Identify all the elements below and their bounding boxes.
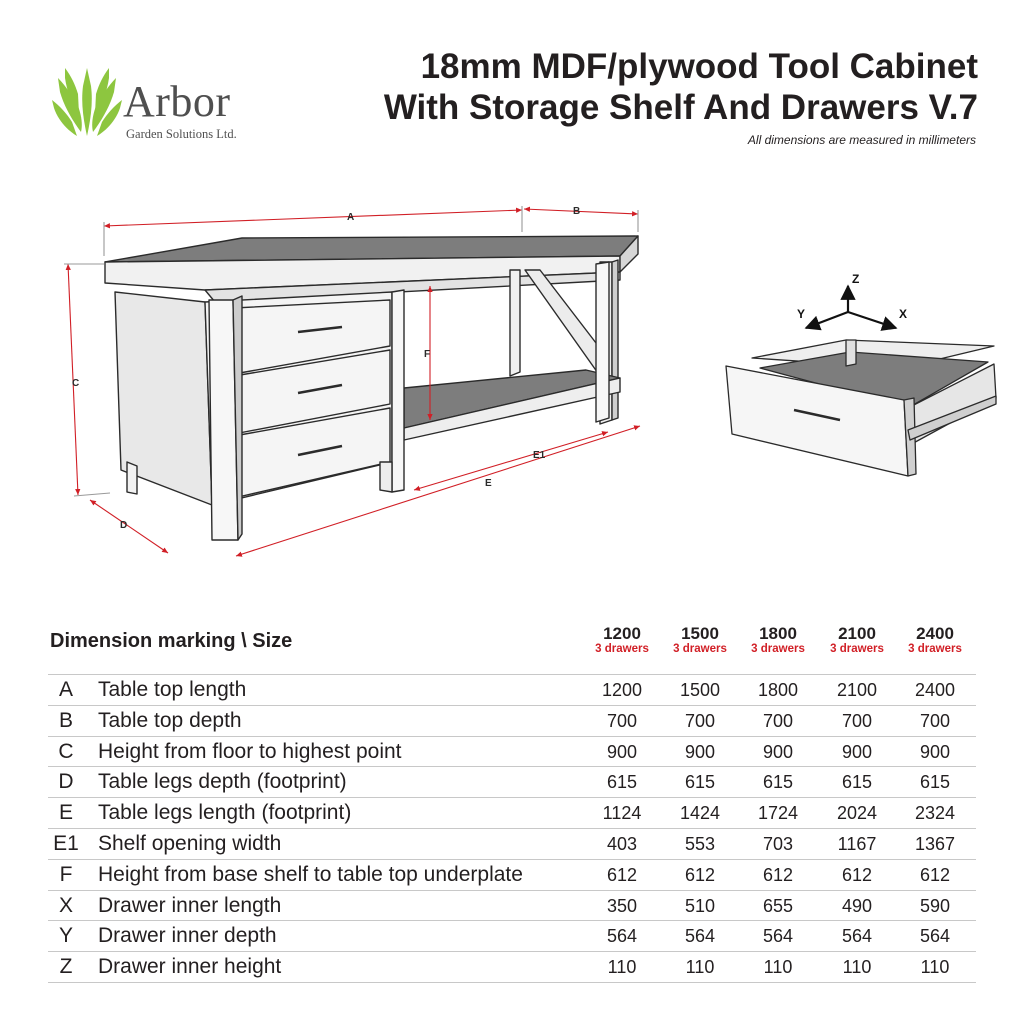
row-value: 110	[842, 957, 872, 978]
table-row	[48, 674, 976, 705]
row-value: 615	[841, 772, 873, 793]
dim-A-line	[104, 210, 522, 226]
row-value: 1200	[601, 680, 643, 700]
dim-C-label: C	[72, 378, 80, 389]
row-value: 553	[684, 833, 716, 854]
row-value: 1367	[914, 833, 956, 854]
dim-D-line	[90, 500, 168, 553]
table-row	[48, 920, 976, 951]
row-value: 564	[684, 926, 716, 947]
row-description: Shelf opening width	[98, 831, 282, 855]
row-code: B	[58, 708, 73, 732]
row-description: Drawer inner depth	[98, 924, 277, 948]
row-value: 1124	[602, 803, 642, 824]
row-description: Table top length	[98, 678, 247, 701]
table-row	[48, 951, 976, 983]
row-value: 700	[762, 710, 794, 731]
row-value: 2400	[914, 680, 956, 700]
row-value: 615	[606, 772, 638, 793]
row-description: Drawer inner length	[98, 893, 282, 917]
size-column-1500	[660, 624, 740, 655]
row-value: 564	[841, 926, 873, 947]
size-value: 1200	[603, 624, 641, 643]
title-line-2: With Storage Shelf And Drawers V.7	[383, 88, 978, 127]
row-value: 2324	[914, 803, 956, 824]
workbench-drawing	[105, 236, 638, 540]
row-value: 1800	[757, 680, 799, 700]
size-drawers: 3 drawers	[751, 643, 805, 655]
diagonal-brace	[525, 270, 606, 376]
row-code: X	[58, 893, 73, 917]
table-row	[48, 828, 976, 859]
row-value: 2024	[836, 803, 878, 824]
row-value: 612	[919, 864, 951, 885]
dim-D-label: D	[120, 520, 128, 531]
table-header	[48, 622, 976, 674]
table-row	[48, 859, 976, 890]
back-middle-leg	[510, 270, 520, 376]
row-description: Height from base shelf to table top underplate	[98, 862, 523, 886]
dim-B-line	[524, 209, 638, 214]
row-value: 490	[841, 895, 873, 916]
row-description: Table top depth	[98, 708, 242, 732]
row-code: F	[59, 862, 73, 886]
size-column-1200	[582, 624, 662, 655]
size-column-1800	[738, 624, 818, 655]
row-value: 403	[606, 833, 638, 854]
row-description: Height from floor to highest point	[98, 739, 402, 763]
size-value: 1500	[681, 624, 719, 643]
row-value: 700	[841, 710, 873, 731]
front-middle-leg	[392, 290, 404, 492]
row-value: 510	[684, 895, 716, 916]
size-value: 2100	[838, 624, 876, 643]
row-value: 615	[919, 772, 951, 793]
row-value: 110	[763, 957, 793, 978]
dim-F-label: F	[424, 349, 431, 360]
row-value: 612	[684, 864, 716, 885]
row-description: Drawer inner height	[98, 955, 282, 979]
table-header-label: Dimension marking \ Size	[50, 630, 293, 652]
units-note: All dimensions are measured in millimeters	[747, 133, 976, 147]
size-drawers: 3 drawers	[830, 643, 884, 655]
row-value: 1424	[679, 803, 721, 824]
row-description: Table legs depth (footprint)	[98, 770, 347, 794]
table-row	[48, 797, 976, 828]
size-drawers: 3 drawers	[908, 643, 962, 655]
row-description: Table legs length (footprint)	[98, 801, 352, 825]
row-value: 2100	[836, 680, 878, 700]
row-value: 350	[606, 895, 638, 916]
dimension-table	[48, 622, 976, 983]
row-value: 564	[919, 926, 951, 947]
size-column-2400	[895, 624, 975, 655]
row-value: 1724	[757, 803, 799, 824]
row-code: D	[58, 770, 74, 794]
row-code: E1	[53, 831, 79, 855]
axis-z-label: Z	[852, 272, 860, 286]
table-row	[48, 890, 976, 921]
row-value: 615	[684, 772, 716, 793]
axis-x-label: X	[899, 307, 908, 321]
title-line-1: 18mm MDF/plywood Tool Cabinet	[420, 47, 978, 86]
size-drawers: 3 drawers	[673, 643, 727, 655]
size-drawers: 3 drawers	[595, 643, 649, 655]
row-value: 703	[762, 833, 794, 854]
row-value: 700	[684, 710, 716, 731]
row-value: 612	[841, 864, 873, 885]
logo-name: Arbor	[123, 77, 231, 126]
axis-y-label: Y	[797, 307, 806, 321]
row-code: C	[58, 739, 74, 763]
row-value: 1500	[679, 680, 721, 700]
table-row	[48, 766, 976, 797]
row-value: 900	[684, 741, 716, 762]
size-column-2100	[817, 624, 897, 655]
row-value: 564	[606, 926, 638, 947]
row-value: 110	[685, 957, 715, 978]
front-right-leg	[596, 262, 609, 422]
row-value: 612	[762, 864, 794, 885]
dim-E-label: E	[485, 478, 492, 489]
table-row	[48, 705, 976, 736]
dim-E1-line	[414, 432, 608, 490]
row-code: A	[58, 678, 73, 701]
row-code: Z	[59, 955, 73, 979]
table-body	[48, 674, 976, 983]
row-value: 564	[762, 926, 794, 947]
row-value: 900	[762, 741, 794, 762]
axis-indicator	[806, 286, 896, 328]
row-value: 612	[606, 864, 638, 885]
row-value: 590	[919, 895, 951, 916]
row-value: 700	[919, 710, 951, 731]
size-value: 1800	[759, 624, 797, 643]
row-value: 900	[606, 741, 638, 762]
row-value: 110	[920, 957, 950, 978]
logo-subtitle: Garden Solutions Ltd.	[126, 127, 237, 141]
row-value: 1167	[837, 833, 877, 854]
row-value: 900	[841, 741, 873, 762]
dim-A-label: A	[347, 212, 355, 223]
row-value: 110	[607, 957, 637, 978]
dim-E1-label: E1	[533, 450, 546, 461]
row-value: 900	[919, 741, 951, 762]
row-value: 615	[762, 772, 794, 793]
row-code: E	[58, 801, 73, 825]
table-row	[48, 736, 976, 767]
row-value: 655	[762, 895, 794, 916]
open-drawer-drawing	[726, 340, 996, 476]
size-value: 2400	[916, 624, 954, 643]
row-value: 700	[606, 710, 638, 731]
dim-B-label: B	[573, 206, 581, 217]
row-code: Y	[58, 924, 73, 948]
